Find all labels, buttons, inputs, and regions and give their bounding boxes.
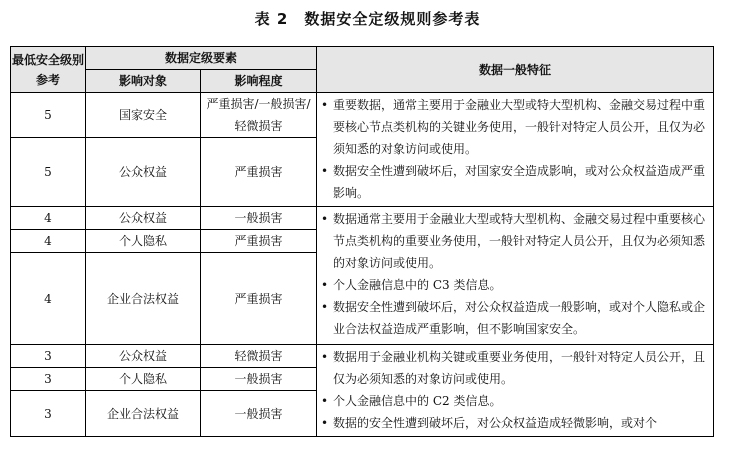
cell-object: 企业合法权益 <box>86 391 201 437</box>
cell-object: 公众权益 <box>86 345 201 368</box>
header-object: 影响对象 <box>86 70 201 93</box>
cell-level: 5 <box>11 138 86 207</box>
feature-item: • 数据的安全性遭到破坏后，对公众权益造成轻微影响，或对个 <box>321 412 709 434</box>
cell-degree: 严重损害 <box>201 230 317 253</box>
table-caption: 表 2 数据安全定级规则参考表 <box>254 10 481 28</box>
feature-item: • 个人金融信息中的 C3 类信息。 <box>321 274 709 296</box>
cell-degree: 严重损害 <box>201 253 317 345</box>
cell-features <box>317 345 714 437</box>
cell-degree: 严重损害/一般损害/轻微损害 <box>201 93 317 138</box>
cell-object: 公众权益 <box>86 207 201 230</box>
cell-object: 企业合法权益 <box>86 253 201 345</box>
cell-level: 5 <box>11 93 86 138</box>
header-level: 最低安全级别参考 <box>11 47 86 93</box>
feature-item: • 个人金融信息中的 C2 类信息。 <box>321 390 709 412</box>
feature-item: • 数据通常主要用于金融业大型或特大型机构、金融交易过程中重要核心节点类机构的重要业务使用，一般针对特定人员公开，且仅为必须知悉的对象访问或使用。 <box>321 208 709 274</box>
header-features: 数据一般特征 <box>317 47 714 93</box>
cell-level: 3 <box>11 391 86 437</box>
cell-object: 公众权益 <box>86 138 201 207</box>
cell-degree: 一般损害 <box>201 391 317 437</box>
header-degree: 影响程度 <box>201 70 317 93</box>
cell-object: 个人隐私 <box>86 368 201 391</box>
cell-features <box>317 207 714 345</box>
cell-features <box>317 93 714 207</box>
cell-level: 4 <box>11 253 86 345</box>
feature-item: • 重要数据，通常主要用于金融业大型或特大型机构、金融交易过程中重要核心节点类机构的关键业务使用，一般针对特定人员公开，且仅为必须知悉的对象访问或使用。 <box>321 94 709 160</box>
cell-object: 个人隐私 <box>86 230 201 253</box>
cell-degree: 一般损害 <box>201 207 317 230</box>
cell-level: 3 <box>11 368 86 391</box>
feature-item: • 数据安全性遭到破坏后，对国家安全造成影响，或对公众权益造成严重影响。 <box>321 160 709 204</box>
cell-degree: 严重损害 <box>201 138 317 207</box>
cell-level: 4 <box>11 207 86 230</box>
security-level-table <box>10 46 714 437</box>
header-factors-group: 数据定级要素 <box>86 47 317 70</box>
cell-level: 3 <box>11 345 86 368</box>
cell-degree: 一般损害 <box>201 368 317 391</box>
cell-object: 国家安全 <box>86 93 201 138</box>
feature-item: • 数据用于金融业机构关键或重要业务使用，一般针对特定人员公开，且仅为必须知悉的对象访问或使用。 <box>321 346 709 390</box>
cell-degree: 轻微损害 <box>201 345 317 368</box>
cell-level: 4 <box>11 230 86 253</box>
feature-item: • 数据安全性遭到破坏后，对公众权益造成一般影响，或对个人隐私或企业合法权益造成严重影响，但不影响国家安全。 <box>321 296 709 340</box>
